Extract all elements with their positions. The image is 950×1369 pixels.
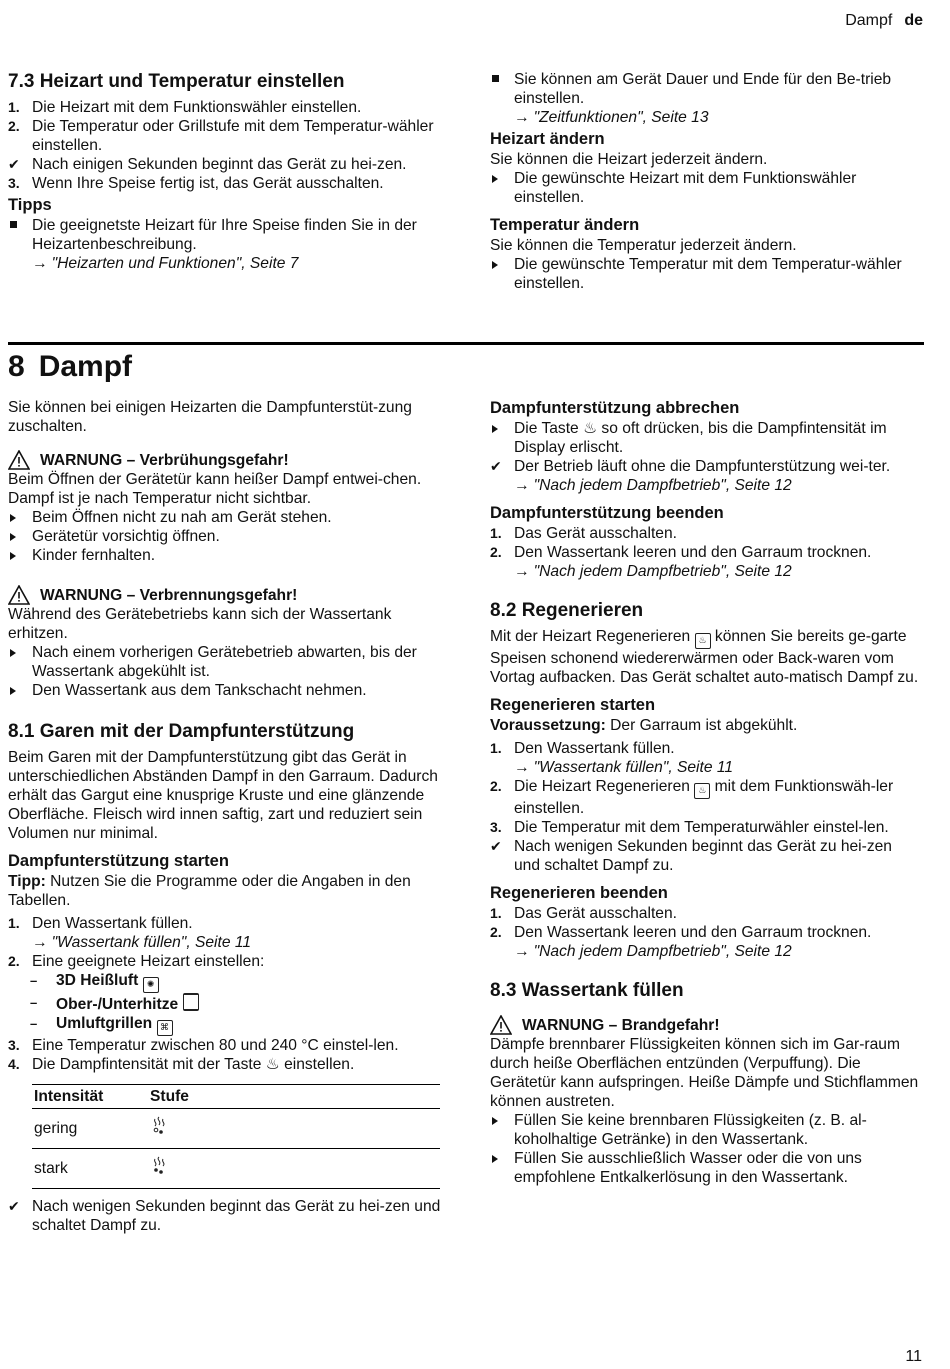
reference-text: "Wassertank füllen", Seite 11 [533, 759, 734, 776]
action-text: Füllen Sie keine brennbaren Flüssigkeiten (z. B. al-koholhaltige Getränke) in den Wassertank. [514, 1112, 867, 1148]
cross-reference[interactable]: → "Nach jedem Dampfbetrieb", Seite 12 [514, 477, 792, 494]
heating-mode-name: 3D Heißluft [56, 972, 139, 989]
warning-triangle-icon [8, 585, 30, 605]
table-header-row [32, 1085, 440, 1109]
step-number: 1. [8, 99, 20, 115]
step-item [490, 777, 920, 818]
hot-air-icon: ✺ [143, 977, 159, 993]
dash-bullet: – [30, 1016, 38, 1031]
step-item [8, 1036, 448, 1055]
column-header: Intensität [32, 1085, 148, 1109]
action-item [8, 546, 448, 565]
cross-reference[interactable]: → "Wassertank füllen", Seite 11 [32, 934, 252, 951]
warning-text: Beim Öffnen der Gerätetür kann heißer Dampf entwei-chen. Dampf ist je nach Temperatur nicht sichtbar. [8, 471, 422, 507]
triangle-bullet-icon [490, 1111, 510, 1130]
step-number: 4. [8, 1056, 20, 1072]
steps-list [8, 1036, 448, 1074]
section-title: 8.3 Wassertank füllen [490, 980, 684, 1001]
result-text: Nach wenigen Sekunden beginnt das Gerät zu hei-zen und schaltet Dampf zu. [32, 1198, 441, 1234]
precondition [490, 716, 920, 735]
subsection-heading: Heizart ändern [490, 130, 605, 148]
paragraph: Sie können die Temperatur jederzeit ändern. [490, 237, 797, 254]
result-item [490, 837, 920, 875]
step-item [490, 739, 920, 777]
step-item [490, 904, 920, 923]
tips-list [8, 216, 448, 273]
step-number: 2. [8, 953, 20, 969]
step-item [8, 914, 448, 952]
triangle-bullet-icon [8, 546, 28, 565]
reference-text: "Wassertank füllen", Seite 11 [51, 934, 252, 951]
step-text: Den Wassertank leeren und den Garraum trocknen. [514, 544, 872, 561]
action-item [490, 419, 920, 457]
heating-mode-item [8, 971, 448, 993]
reference-text: "Heizarten und Funktionen", Seite 7 [51, 255, 299, 272]
steam-high-icon [150, 1155, 168, 1177]
step-text: Das Gerät ausschalten. [514, 905, 677, 922]
step-number: 1. [490, 740, 502, 756]
check-icon: ✔ [8, 156, 20, 172]
step-text: Den Wassertank füllen. [514, 740, 675, 757]
tip-text: Die geeignetste Heizart für Ihre Speise finden Sie in der Heizartenbeschreibung. [32, 217, 417, 253]
tip-item [8, 216, 448, 273]
heating-mode-name: Umluftgrillen [56, 1015, 153, 1032]
warning-title: WARNUNG – Brandgefahr! [522, 1016, 720, 1034]
action-text: Nach einem vorherigen Gerätebetrieb abwarten, bis der Wassertank abgekühlt ist. [32, 644, 417, 680]
dash-bullet: – [30, 973, 38, 988]
paragraph-text: Mit der Heizart Regenerieren [490, 628, 691, 645]
subsection-heading: Dampfunterstützung abbrechen [490, 399, 740, 417]
warning-burn [8, 585, 448, 700]
step-text: mit dem Funktionswäh-ler einstellen. [514, 778, 894, 817]
step-item [8, 174, 448, 193]
step-item [8, 1055, 448, 1074]
steam-low-icon [150, 1115, 168, 1137]
check-icon: ✔ [490, 838, 502, 854]
warning-title: WARNUNG – Verbrühungsgefahr! [40, 451, 289, 469]
warning-text: Dämpfe brennbarer Flüssigkeiten können sich im Gar-raum durch heiße Oberflächen entzünden (Verpuffung). Die Gerätetür kann aufspringen. Heiße Dämpfe und Stichflammen können austreten. [490, 1036, 919, 1110]
paragraph: Sie können die Heizart jederzeit ändern. [490, 151, 768, 168]
action-text: Gerätetür vorsichtig öffnen. [32, 528, 220, 545]
triangle-bullet-icon [8, 681, 28, 700]
subsection-heading: Regenerieren starten [490, 696, 656, 714]
action-item [490, 1149, 920, 1187]
result-item [490, 457, 920, 495]
step-number: 1. [8, 915, 20, 931]
triangle-bullet-icon [490, 255, 510, 274]
action-list [490, 255, 920, 293]
table-cell [148, 1109, 440, 1149]
step-number: 3. [8, 175, 20, 191]
header-language: de [904, 12, 923, 29]
table-cell [148, 1149, 440, 1189]
heating-mode-name: Ober-/Unterhitze [56, 996, 179, 1013]
warning-heading [8, 585, 448, 605]
chapter-divider [8, 342, 924, 345]
step-text: Eine geeignete Heizart einstellen: [32, 953, 265, 970]
section-title: 7.3 Heizart und Temperatur einstellen [8, 71, 345, 92]
heating-mode-item [8, 993, 448, 1014]
reference-text: "Nach jedem Dampfbetrieb", Seite 12 [533, 943, 792, 960]
subsection-heading: Dampfunterstützung starten [8, 852, 229, 870]
warning-scald [8, 450, 448, 565]
dash-bullet: – [30, 995, 38, 1010]
section-title: 8.2 Regenerieren [490, 600, 644, 621]
action-item [490, 1111, 920, 1149]
result-item [8, 155, 448, 174]
square-bullet-icon [490, 70, 510, 89]
step-item [8, 952, 448, 971]
steps-list [8, 98, 448, 193]
paragraph [490, 627, 920, 687]
regenerate-icon: ♨ [695, 633, 711, 649]
step-text: Die Heizart Regenerieren [514, 778, 690, 795]
table-cell: stark [32, 1149, 148, 1189]
action-text: Füllen Sie ausschließlich Wasser oder die von uns empfohlene Entkalkerlösung in den Wassertank. [514, 1150, 862, 1186]
step-item [490, 543, 920, 581]
action-item [490, 169, 920, 207]
tip-paragraph [8, 872, 448, 910]
header-section: Dampf [845, 12, 893, 29]
regenerate-icon: ♨ [694, 783, 710, 799]
action-item [8, 508, 448, 527]
action-item [8, 681, 448, 700]
step-item [8, 98, 448, 117]
step-text: einstellen. [284, 1056, 355, 1073]
table-cell: gering [32, 1109, 148, 1149]
step-item [490, 818, 920, 837]
action-text: Die gewünschte Heizart mit dem Funktionswähler einstellen. [514, 170, 857, 206]
chapter-number: 8 [8, 350, 25, 383]
action-text: Beim Öffnen nicht zu nah am Gerät stehen. [32, 509, 332, 526]
step-number: 2. [8, 118, 20, 134]
action-item [490, 255, 920, 293]
reference-text: "Zeitfunktionen", Seite 13 [533, 109, 709, 126]
step-text: Wenn Ihre Speise fertig ist, das Gerät ausschalten. [32, 175, 384, 192]
page-number: 11 [905, 1348, 922, 1365]
step-item [490, 923, 920, 961]
cross-reference[interactable]: → "Nach jedem Dampfbetrieb", Seite 12 [514, 563, 792, 580]
chapter-title [8, 348, 132, 386]
result-item [8, 1197, 448, 1235]
intensity-table [32, 1084, 440, 1189]
intro-paragraph: Sie können bei einigen Heizarten die Dampfunterstüt-zung zuschalten. [8, 399, 412, 435]
subsection-heading: Dampfunterstützung beenden [490, 504, 724, 522]
step-number: 2. [490, 544, 502, 560]
step-text: Den Wassertank leeren und den Garraum trocknen. [514, 924, 872, 941]
warning-title: WARNUNG – Verbrennungsgefahr! [40, 586, 298, 604]
warning-triangle-icon [8, 450, 30, 470]
steps-list [490, 524, 920, 581]
result-list [8, 1197, 448, 1235]
warning-fire [490, 1015, 920, 1187]
step-item [8, 117, 448, 155]
steps-list [490, 904, 920, 961]
action-text: Kinder fernhalten. [32, 547, 156, 564]
right-column [490, 398, 920, 1187]
step-text: Die Heizart mit dem Funktionswähler einstellen. [32, 99, 362, 116]
step-item [490, 524, 920, 543]
warning-text: Während des Gerätebetriebs kann sich der Wassertank erhitzen. [8, 606, 392, 642]
page-header [845, 11, 923, 30]
steps-list [8, 914, 448, 971]
column-header: Stufe [148, 1085, 440, 1109]
triangle-bullet-icon [490, 419, 510, 438]
triangle-bullet-icon [8, 508, 28, 527]
step-text: Eine Temperatur zwischen 80 und 240 °C einstel-len. [32, 1037, 399, 1054]
subsection-heading: Regenerieren beenden [490, 884, 668, 902]
warning-heading [8, 450, 448, 470]
section-7-3 [8, 70, 448, 273]
cross-reference[interactable]: → "Heizarten und Funktionen", Seite 7 [32, 255, 299, 272]
tips-list-continued [490, 70, 920, 127]
action-list [490, 419, 920, 495]
steps-list [490, 739, 920, 875]
warning-heading [490, 1015, 920, 1035]
precondition-text: Der Garraum ist abgekühlt. [605, 717, 798, 734]
result-text: Der Betrieb läuft ohne die Dampfunterstützung wei-ter. [514, 458, 891, 475]
cross-reference[interactable]: → "Wassertank füllen", Seite 11 [514, 759, 734, 776]
triangle-bullet-icon [490, 169, 510, 188]
reference-text: "Nach jedem Dampfbetrieb", Seite 12 [533, 563, 792, 580]
table-row [32, 1109, 440, 1149]
table-row [32, 1149, 440, 1189]
triangle-bullet-icon [490, 1149, 510, 1168]
warning-actions [8, 508, 448, 565]
triangle-bullet-icon [8, 643, 28, 662]
check-icon: ✔ [490, 458, 502, 474]
step-number: 3. [490, 819, 502, 835]
action-text: Die Taste [514, 420, 579, 437]
tip-label: Tipp: [8, 873, 46, 890]
steam-button-icon: ♨ [583, 420, 598, 437]
step-text: Die Dampfintensität mit der Taste [32, 1056, 262, 1073]
left-column [8, 398, 448, 1235]
tips-heading: Tipps [8, 196, 52, 214]
chapter-name: Dampf [38, 350, 133, 383]
reference-text: "Nach jedem Dampfbetrieb", Seite 12 [533, 477, 792, 494]
top-bottom-heat-icon [183, 993, 199, 1011]
precondition-label: Voraussetzung: [490, 717, 606, 734]
step-number: 1. [490, 905, 502, 921]
result-text: Nach wenigen Sekunden beginnt das Gerät zu hei-zen und schaltet Dampf zu. [514, 838, 892, 874]
paragraph: Beim Garen mit der Dampfunterstützung gibt das Gerät in unterschiedlichen Abständen Dampf in den Garraum. Dadurch erhält das Gargut eine knusprige Kruste und eine glänzende Oberfläche. Fleisch wird innen saftig, zart und reduziert sein Volumen nur minimal. [8, 749, 438, 842]
triangle-bullet-icon [8, 527, 28, 546]
action-list [490, 169, 920, 207]
step-number: 2. [490, 924, 502, 940]
action-text: Den Wassertank aus dem Tankschacht nehmen. [32, 682, 367, 699]
action-item [8, 643, 448, 681]
cross-reference[interactable]: → "Zeitfunktionen", Seite 13 [514, 109, 709, 126]
step-text: Den Wassertank füllen. [32, 915, 193, 932]
result-text: Nach einigen Sekunden beginnt das Gerät zu hei-zen. [32, 156, 407, 173]
heating-mode-item [8, 1014, 448, 1036]
step-number: 2. [490, 778, 502, 794]
subsection-heading: Temperatur ändern [490, 216, 640, 234]
square-bullet-icon [8, 216, 28, 235]
step-text: Die Temperatur oder Grillstufe mit dem Temperatur-wähler einstellen. [32, 118, 434, 154]
tip-item [490, 70, 920, 127]
step-text: Das Gerät ausschalten. [514, 525, 677, 542]
section-7-3-continued [490, 70, 920, 293]
tip-text: Sie können am Gerät Dauer und Ende für den Be-trieb einstellen. [514, 71, 892, 107]
section-title: 8.1 Garen mit der Dampfunterstützung [8, 721, 355, 742]
step-number: 1. [490, 525, 502, 541]
warning-triangle-icon [490, 1015, 512, 1035]
check-icon: ✔ [8, 1198, 20, 1214]
action-text: so oft drücken, bis die Dampfintensität im Display erlischt. [514, 420, 887, 456]
action-item [8, 527, 448, 546]
cross-reference[interactable]: → "Nach jedem Dampfbetrieb", Seite 12 [514, 943, 792, 960]
paragraph-text: können Sie bereits ge-garte Speisen schonend wiedererwärmen oder Back-waren vom Vortag aufbacken. Das Gerät schaltet auto-matisch Dampf zu. [490, 628, 919, 686]
step-number: 3. [8, 1037, 20, 1053]
steam-button-icon: ♨ [265, 1056, 280, 1073]
heating-mode-list [8, 971, 448, 1036]
convection-grill-icon: ⌘ [157, 1020, 173, 1036]
warning-actions [8, 643, 448, 700]
warning-actions [490, 1111, 920, 1187]
step-text: Die Temperatur mit dem Temperaturwähler einstel-len. [514, 819, 889, 836]
action-text: Die gewünschte Temperatur mit dem Temperatur-wähler einstellen. [514, 256, 902, 292]
tip-text: Nutzen Sie die Programme oder die Angaben in den Tabellen. [8, 873, 411, 909]
